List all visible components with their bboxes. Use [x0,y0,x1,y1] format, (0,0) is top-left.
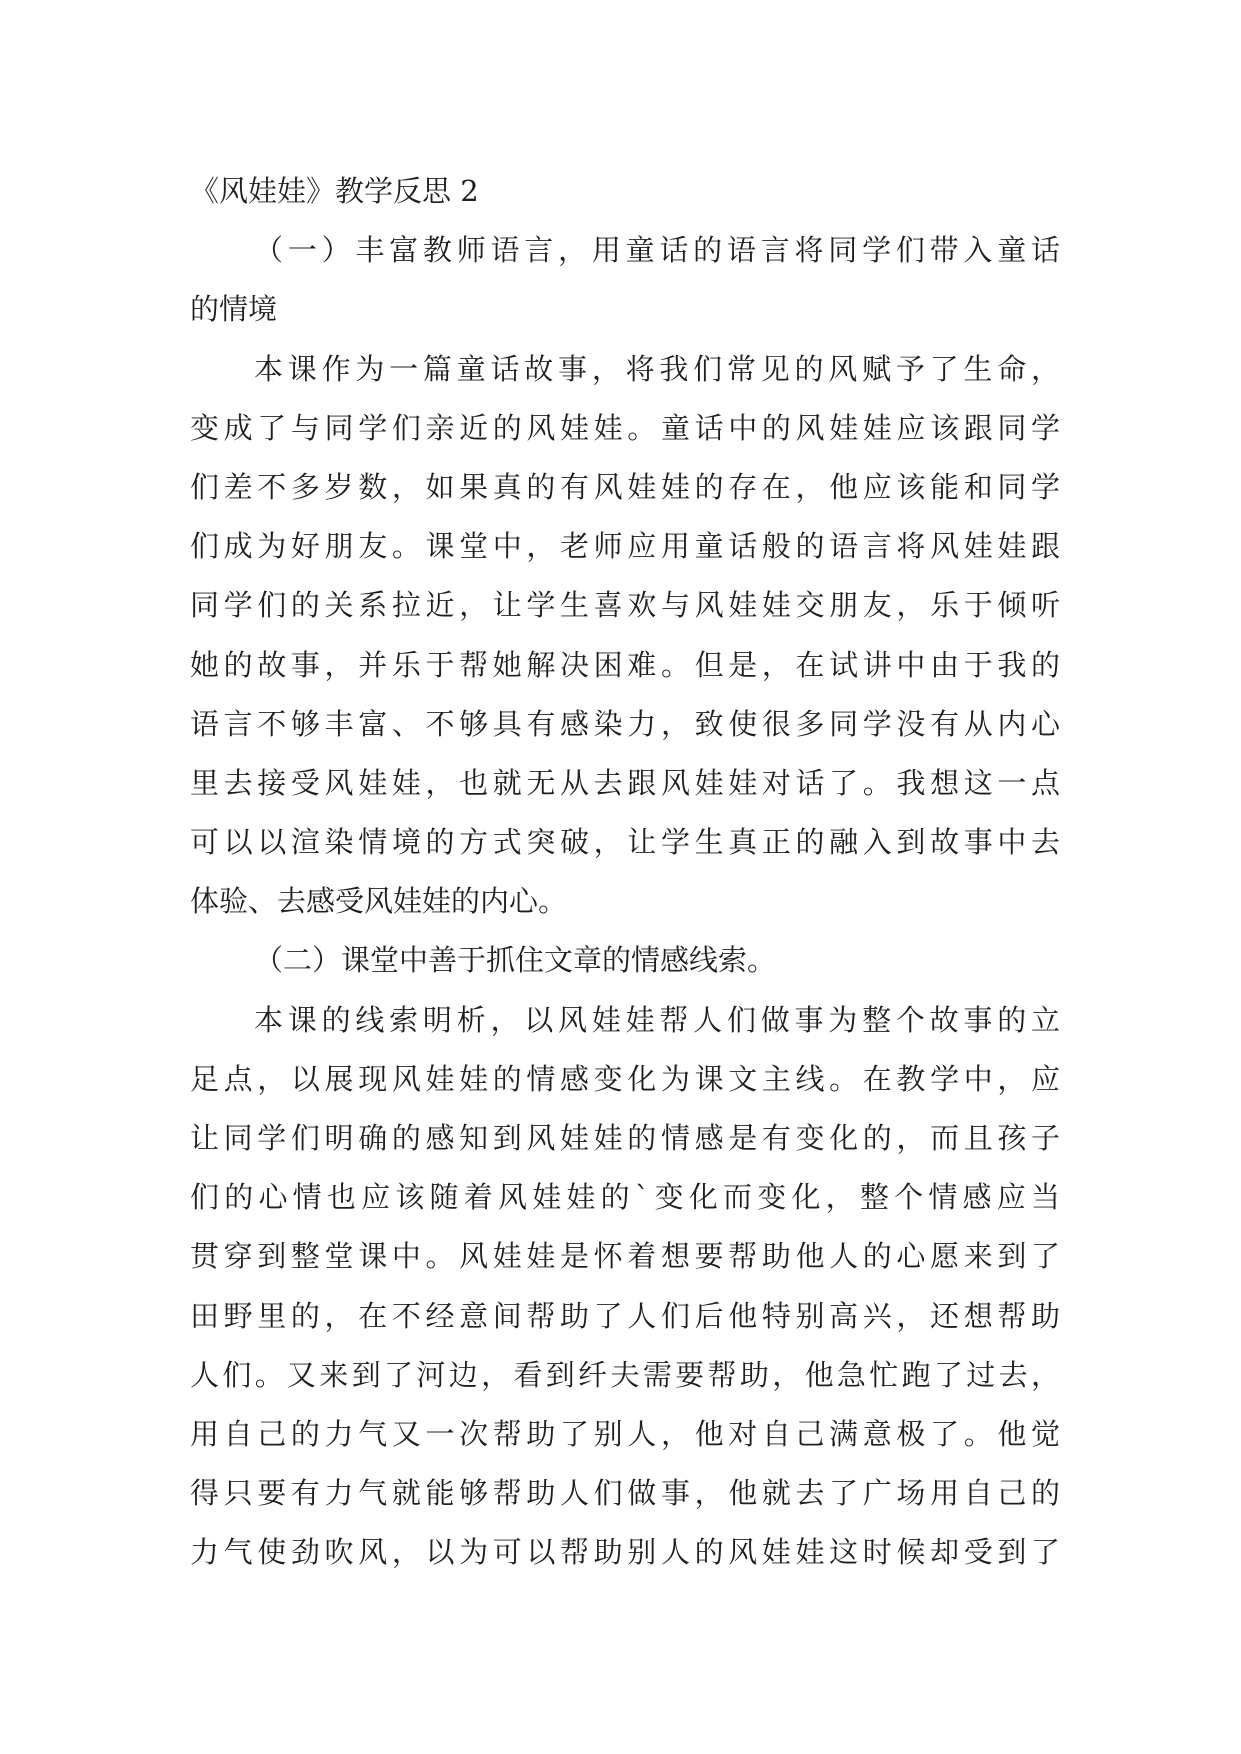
document-title: 《风娃娃》教学反思 2 [190,174,479,208]
paragraph-line: 得只要有力气就能够帮助人们做事，他就去了广场用自己的 [190,1476,1060,1511]
paragraph-line: 们成为好朋友。课堂中，老师应用童话般的语言将风娃娃跟 [190,529,1060,564]
paragraph-line: 人们。又来到了河边，看到纤夫需要帮助，他急忙跑了过去， [190,1357,1060,1392]
paragraph-line: 里去接受风娃娃，也就无从去跟风娃娃对话了。我想这一点 [190,765,1060,800]
heading-1-line-1: （一）丰富教师语言，用童话的语言将同学们带入童话 [254,233,1060,268]
paragraph-line: 同学们的关系拉近，让学生喜欢与风娃娃交朋友，乐于倾听 [190,588,1060,623]
paragraph-line: 足点，以展现风娃娃的情感变化为课文主线。在教学中，应 [190,1061,1060,1096]
document-body [190,162,1060,1583]
paragraph-line: 田野里的，在不经意间帮助了人们后他特别高兴，还想帮助 [190,1298,1060,1333]
paragraph-line: 们的心情也应该随着风娃娃的`变化而变化，整个情感应当 [190,1180,1060,1215]
heading-1-line-2: 的情境 [190,292,278,327]
heading-2: （二）课堂中善于抓住文章的情感线索。 [254,943,777,978]
paragraph-line: 本课的线索明析，以风娃娃帮人们做事为整个故事的立 [254,1002,1060,1037]
paragraph-line: 们差不多岁数，如果真的有风娃娃的存在，他应该能和同学 [190,469,1060,504]
paragraph-line: 变成了与同学们亲近的风娃娃。童话中的风娃娃应该跟同学 [190,410,1060,445]
paragraph-line: 体验、去感受风娃娃的内心。 [190,884,568,919]
paragraph-line: 她的故事，并乐于帮她解决困难。但是，在试讲中由于我的 [190,647,1060,682]
paragraph-line: 让同学们明确的感知到风娃娃的情感是有变化的，而且孩子 [190,1121,1060,1155]
paragraph-line: 贯穿到整堂课中。风娃娃是怀着想要帮助他人的心愿来到了 [190,1239,1060,1274]
paragraph-line: 力气使劲吹风，以为可以帮助别人的风娃娃这时候却受到了 [190,1535,1060,1570]
paragraph-line: 可以以渲染情境的方式突破，让学生真正的融入到故事中去 [190,825,1060,860]
paragraph-line: 语言不够丰富、不够具有感染力，致使很多同学没有从内心 [190,706,1060,741]
paragraph-line: 用自己的力气又一次帮助了别人，他对自己满意极了。他觉 [190,1416,1060,1451]
paragraph-line: 本课作为一篇童话故事，将我们常见的风赋予了生命， [254,351,1060,386]
